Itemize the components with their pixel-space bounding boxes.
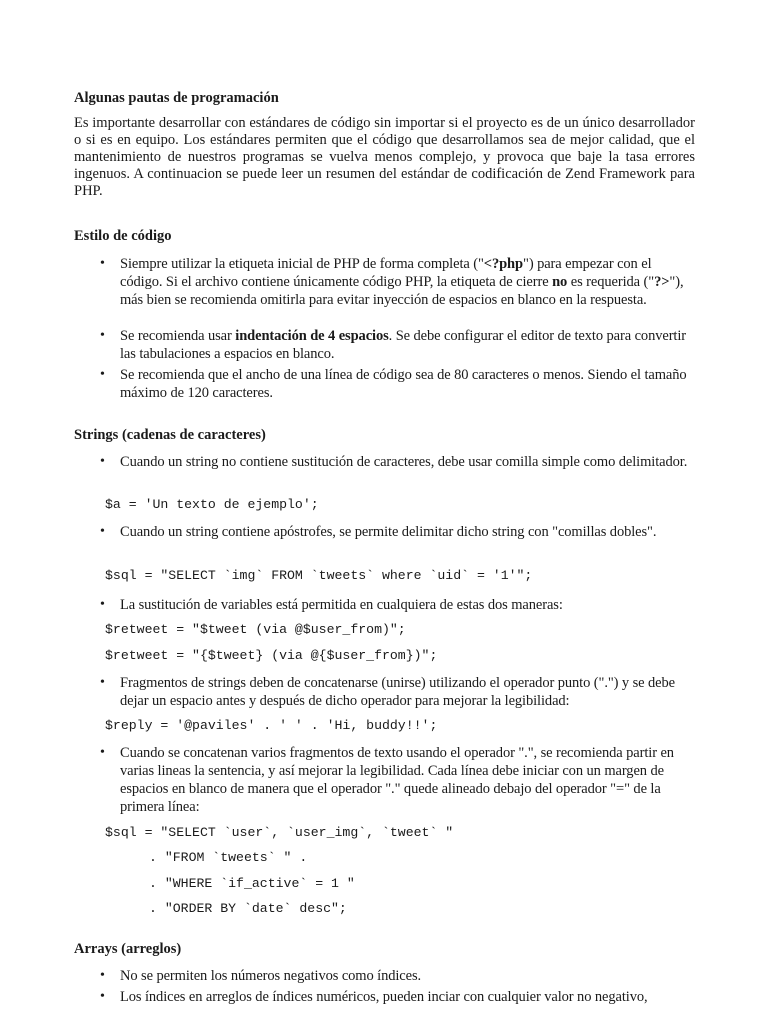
text: Siempre utilizar la etiqueta inicial de PHP de forma completa (" (120, 256, 484, 272)
code-line: $retweet = "$tweet (via @$user_from)"; (105, 622, 406, 637)
code-line: $sql = "SELECT `user`, `user_img`, `tweet` " (105, 825, 454, 840)
list-item: • No se permiten los números negativos como índices. (120, 967, 695, 985)
heading-strings: Strings (cadenas de caracteres) (74, 427, 266, 443)
heading-code-style: Estilo de código (74, 228, 172, 244)
code-line: $retweet = "{$tweet} (via @{$user_from})"; (105, 648, 438, 663)
code-line: $a = 'Un texto de ejemplo'; (105, 497, 319, 512)
list-item: • Fragmentos de strings deben de concatenarse (unirse) utilizando el operador punto (".") y se debe dejar un espacio antes y después de dicho operador para mejorar la legibilidad: (120, 674, 695, 710)
text: "), más bien se recomienda omitirla para evitar inyección de espacios en blanco en la respuesta. (120, 274, 684, 308)
text: ") para empezar con el código. Si el archivo contiene únicamente código PHP, la etiqueta de cierre (120, 256, 652, 290)
bold-no: no (552, 274, 568, 290)
text: es requerida (" (567, 274, 655, 290)
php-close-tag: ?> (654, 274, 670, 290)
list-item: • Cuando se concatenan varios fragmentos de texto usando el operador ".", se recomienda partir en varias lineas la sentencia, y así mejorar la legibilidad. Cada línea debe iniciar con un margen de espacios en blanco de manera que el operador "." quede alineado debajo del operador "=" de la primera línea: (120, 744, 695, 816)
text: Se recomienda usar (120, 328, 236, 344)
list-item (120, 327, 695, 363)
code-line: . "WHERE `if_active` = 1 " (149, 876, 355, 891)
code-line: $reply = '@paviles' . ' ' . 'Hi, buddy!!'; (105, 718, 438, 733)
code-line: . "ORDER BY `date` desc"; (149, 901, 347, 916)
heading-arrays: Arrays (arreglos) (74, 941, 182, 957)
intro-paragraph: Es importante desarrollar con estándares de código sin importar si el proyecto es de un único desarrollador o si es en equipo. Los estándares permiten que el código que desarrollamos sea de mejor calidad, que el mantenimiento de nuestros programas se vuelva menos complejo, y provoca que baje la tasa errores ingenuos. A continuacion se puede leer un resumen del estándar de codificación de Zend Framework para PHP. (74, 115, 695, 199)
bold-indentation: indentación de 4 espacios (235, 328, 389, 344)
code-line: . "FROM `tweets` " . (149, 850, 308, 865)
code-line: $sql = "SELECT `img` FROM `tweets` where `uid` = '1'"; (105, 568, 533, 583)
list-item: • Cuando un string contiene apóstrofes, se permite delimitar dicho string con "comillas dobles". (120, 523, 695, 541)
list-item (120, 255, 695, 309)
list-item: • Los índices en arreglos de índices numéricos, pueden inciar con cualquier valor no negativo, (120, 988, 695, 1006)
heading-programming-guidelines: Algunas pautas de programación (74, 90, 279, 106)
list-item: • Se recomienda que el ancho de una línea de código sea de 80 caracteres o menos. Siendo el tamaño máximo de 120 caracteres. (120, 366, 695, 402)
php-open-tag: <?php (483, 256, 523, 272)
list-item: • La sustitución de variables está permitida en cualquiera de estas dos maneras: (120, 596, 695, 614)
text: . Se debe configurar el editor de texto para convertir las tabulaciones a espacios en blanco. (120, 328, 687, 362)
list-item: • Cuando un string no contiene sustitución de caracteres, debe usar comilla simple como delimitador. (120, 453, 695, 471)
